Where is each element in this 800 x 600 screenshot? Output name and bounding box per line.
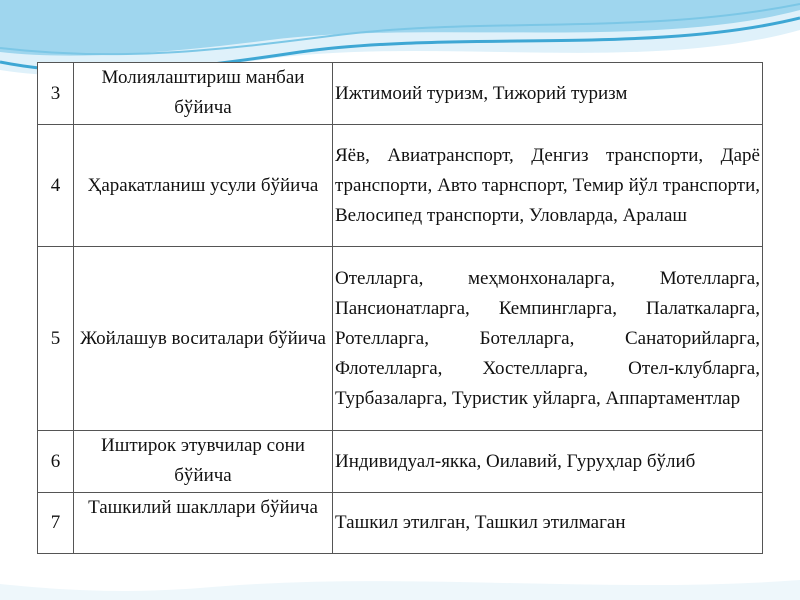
category-cell: Молиялаштириш манбаи бўйича xyxy=(74,63,333,125)
row-number: 3 xyxy=(38,63,74,125)
values-cell: Яёв, Авиатранспорт, Денгиз транспорти, Дарё транспорти, Авто тарнспорт, Темир йўл транспорти, Велосипед транспорти, Уловларда, Аралаш xyxy=(333,125,763,247)
values-cell: Ижтимоий туризм, Тижорий туризм xyxy=(333,63,763,125)
table-row xyxy=(38,431,763,493)
row-number: 4 xyxy=(38,125,74,247)
category-cell: Жойлашув воситалари бўйича xyxy=(74,247,333,431)
category-cell: Иштирок этувчилар сони бўйича xyxy=(74,431,333,493)
row-number: 7 xyxy=(38,493,74,554)
category-cell: Ташкилий шакллари бўйича xyxy=(74,493,333,554)
table-row xyxy=(38,493,763,554)
values-cell: Отелларга, меҳмонхоналарга, Мотелларга, Пансионатларга, Кемпингларга, Палаткаларга, Ротелларга, Ботелларга, Санаторийларга, Флотелларга, Хостелларга, Отел-клубларга, Турбазаларга, Туристик уйларга, Аппартаментлар xyxy=(333,247,763,431)
values-cell: Ташкил этилган, Ташкил этилмаган xyxy=(333,493,763,554)
category-cell: Ҳаракатланиш усули бўйича xyxy=(74,125,333,247)
table-row xyxy=(38,63,763,125)
values-cell: Индивидуал-якка, Оилавий, Гуруҳлар бўлиб xyxy=(333,431,763,493)
table-row xyxy=(38,125,763,247)
classification-table xyxy=(37,62,763,554)
table-row xyxy=(38,247,763,431)
row-number: 6 xyxy=(38,431,74,493)
footer-wave-decoration xyxy=(0,560,800,600)
row-number: 5 xyxy=(38,247,74,431)
